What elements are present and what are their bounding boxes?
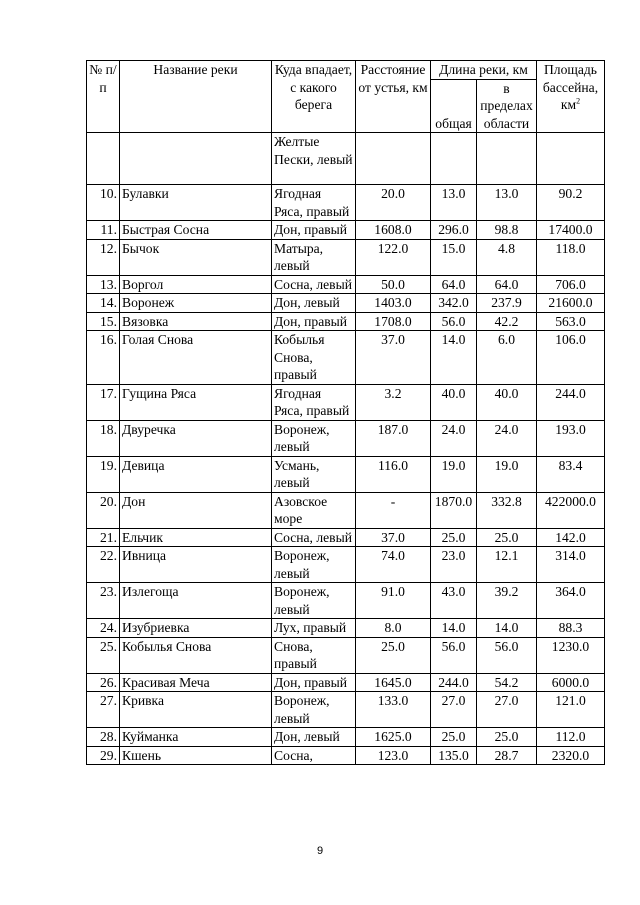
length-in-region: 12.1	[477, 547, 537, 583]
length-total: 342.0	[431, 294, 477, 313]
length-total: 14.0	[431, 331, 477, 385]
distance-from-mouth: 20.0	[356, 185, 431, 221]
continuation-outflow: Желтые Пески, левый	[272, 133, 356, 185]
row-number: 15.	[87, 312, 120, 331]
river-name: Девица	[120, 456, 272, 492]
length-total: 135.0	[431, 746, 477, 765]
length-in-region: 4.8	[477, 239, 537, 275]
basin-area: 21600.0	[537, 294, 605, 313]
row-number: 21.	[87, 528, 120, 547]
distance-from-mouth: 74.0	[356, 547, 431, 583]
row-number: 17.	[87, 384, 120, 420]
row-number: 28.	[87, 728, 120, 747]
length-total: 25.0	[431, 528, 477, 547]
table-row	[87, 331, 605, 385]
outflow: Сосна, левый	[272, 528, 356, 547]
basin-area: 118.0	[537, 239, 605, 275]
outflow: Азовское море	[272, 492, 356, 528]
river-name: Куйманка	[120, 728, 272, 747]
table-row	[87, 312, 605, 331]
length-in-region: 27.0	[477, 692, 537, 728]
river-name: Голая Снова	[120, 331, 272, 385]
basin-area: 142.0	[537, 528, 605, 547]
distance-from-mouth: 123.0	[356, 746, 431, 765]
row-number: 26.	[87, 673, 120, 692]
table-row	[87, 294, 605, 313]
table-row	[87, 692, 605, 728]
outflow: Воронеж, левый	[272, 692, 356, 728]
distance-from-mouth: -	[356, 492, 431, 528]
river-name: Изубриевка	[120, 619, 272, 638]
river-name: Воргол	[120, 275, 272, 294]
basin-area: 563.0	[537, 312, 605, 331]
distance-from-mouth: 122.0	[356, 239, 431, 275]
outflow: Дон, правый	[272, 312, 356, 331]
length-in-region: 6.0	[477, 331, 537, 385]
header-number: № п/п	[87, 61, 120, 133]
basin-area: 83.4	[537, 456, 605, 492]
outflow: Кобылья Снова, правый	[272, 331, 356, 385]
distance-from-mouth: 3.2	[356, 384, 431, 420]
river-name: Вязовка	[120, 312, 272, 331]
row-number: 18.	[87, 420, 120, 456]
length-total: 25.0	[431, 728, 477, 747]
outflow: Усмань, левый	[272, 456, 356, 492]
outflow: Дон, левый	[272, 728, 356, 747]
outflow: Дон, правый	[272, 221, 356, 240]
length-total: 1870.0	[431, 492, 477, 528]
page-number: 9	[316, 845, 324, 857]
length-total: 19.0	[431, 456, 477, 492]
header-distance: Расстояние от устья, км	[356, 61, 431, 133]
basin-area: 193.0	[537, 420, 605, 456]
distance-from-mouth: 50.0	[356, 275, 431, 294]
table-row	[87, 133, 605, 185]
distance-from-mouth: 25.0	[356, 637, 431, 673]
table-row	[87, 673, 605, 692]
river-name: Красивая Меча	[120, 673, 272, 692]
length-total: 40.0	[431, 384, 477, 420]
header-length-region: в пределах области	[477, 79, 537, 133]
river-name: Гущина Ряса	[120, 384, 272, 420]
distance-from-mouth: 1708.0	[356, 312, 431, 331]
header-length: Длина реки, км	[431, 61, 537, 80]
outflow: Матыра, левый	[272, 239, 356, 275]
table-row	[87, 239, 605, 275]
table-row	[87, 384, 605, 420]
row-number: 10.	[87, 185, 120, 221]
row-number: 12.	[87, 239, 120, 275]
table-row	[87, 619, 605, 638]
basin-area: 314.0	[537, 547, 605, 583]
length-in-region: 14.0	[477, 619, 537, 638]
length-total: 56.0	[431, 637, 477, 673]
basin-area: 90.2	[537, 185, 605, 221]
outflow: Дон, левый	[272, 294, 356, 313]
basin-area: 106.0	[537, 331, 605, 385]
length-in-region: 13.0	[477, 185, 537, 221]
basin-area: 1230.0	[537, 637, 605, 673]
length-total: 296.0	[431, 221, 477, 240]
table-row	[87, 185, 605, 221]
length-total: 15.0	[431, 239, 477, 275]
length-total: 13.0	[431, 185, 477, 221]
table-row	[87, 492, 605, 528]
table-row	[87, 728, 605, 747]
table-row	[87, 221, 605, 240]
river-name: Ельчик	[120, 528, 272, 547]
length-in-region: 42.2	[477, 312, 537, 331]
length-in-region: 54.2	[477, 673, 537, 692]
length-total: 56.0	[431, 312, 477, 331]
basin-area: 364.0	[537, 583, 605, 619]
outflow: Воронеж, левый	[272, 420, 356, 456]
table-row	[87, 583, 605, 619]
basin-area: 6000.0	[537, 673, 605, 692]
basin-area: 244.0	[537, 384, 605, 420]
distance-from-mouth: 187.0	[356, 420, 431, 456]
row-number: 22.	[87, 547, 120, 583]
length-in-region: 24.0	[477, 420, 537, 456]
table-row	[87, 275, 605, 294]
length-in-region: 64.0	[477, 275, 537, 294]
row-number: 20.	[87, 492, 120, 528]
table-row	[87, 547, 605, 583]
outflow: Сосна,	[272, 746, 356, 765]
row-number: 19.	[87, 456, 120, 492]
basin-area: 112.0	[537, 728, 605, 747]
river-name: Быстрая Сосна	[120, 221, 272, 240]
row-number: 11.	[87, 221, 120, 240]
distance-from-mouth: 1645.0	[356, 673, 431, 692]
header-length-total: общая	[431, 79, 477, 133]
length-total: 64.0	[431, 275, 477, 294]
river-name: Кшень	[120, 746, 272, 765]
distance-from-mouth: 8.0	[356, 619, 431, 638]
length-in-region: 25.0	[477, 728, 537, 747]
river-name: Ивница	[120, 547, 272, 583]
outflow: Снова, правый	[272, 637, 356, 673]
length-in-region: 40.0	[477, 384, 537, 420]
river-name: Кривка	[120, 692, 272, 728]
row-number: 13.	[87, 275, 120, 294]
length-total: 14.0	[431, 619, 477, 638]
basin-area: 422000.0	[537, 492, 605, 528]
basin-area: 121.0	[537, 692, 605, 728]
length-total: 24.0	[431, 420, 477, 456]
basin-area: 88.3	[537, 619, 605, 638]
basin-area: 706.0	[537, 275, 605, 294]
distance-from-mouth: 37.0	[356, 528, 431, 547]
river-name: Бычок	[120, 239, 272, 275]
row-number: 23.	[87, 583, 120, 619]
river-name: Кобылья Снова	[120, 637, 272, 673]
outflow: Ягодная Ряса, правый	[272, 384, 356, 420]
outflow: Лух, правый	[272, 619, 356, 638]
table-row	[87, 420, 605, 456]
distance-from-mouth: 91.0	[356, 583, 431, 619]
header-basin-area: Площадь бассейна, $км^2$	[537, 61, 605, 133]
header-river-name: Название реки	[120, 61, 272, 133]
length-total: 244.0	[431, 673, 477, 692]
length-in-region: 56.0	[477, 637, 537, 673]
table-row	[87, 746, 605, 765]
distance-from-mouth: 1625.0	[356, 728, 431, 747]
basin-area: 17400.0	[537, 221, 605, 240]
length-total: 43.0	[431, 583, 477, 619]
table-row	[87, 637, 605, 673]
row-number: 14.	[87, 294, 120, 313]
river-name: Воронеж	[120, 294, 272, 313]
row-number: 16.	[87, 331, 120, 385]
outflow: Воронеж, левый	[272, 583, 356, 619]
row-number: 29.	[87, 746, 120, 765]
river-name: Двуречка	[120, 420, 272, 456]
basin-area: 2320.0	[537, 746, 605, 765]
length-total: 27.0	[431, 692, 477, 728]
row-number: 24.	[87, 619, 120, 638]
distance-from-mouth: 133.0	[356, 692, 431, 728]
length-in-region: 19.0	[477, 456, 537, 492]
distance-from-mouth: 116.0	[356, 456, 431, 492]
river-name: Излегоща	[120, 583, 272, 619]
header-outflow: Куда впадает, с какого берега	[272, 61, 356, 133]
river-name: Булавки	[120, 185, 272, 221]
distance-from-mouth: 37.0	[356, 331, 431, 385]
row-number: 27.	[87, 692, 120, 728]
table-row	[87, 456, 605, 492]
table-row	[87, 528, 605, 547]
outflow: Воронеж, левый	[272, 547, 356, 583]
outflow: Дон, правый	[272, 673, 356, 692]
length-in-region: 39.2	[477, 583, 537, 619]
rivers-table	[86, 60, 605, 765]
row-number: 25.	[87, 637, 120, 673]
outflow: Сосна, левый	[272, 275, 356, 294]
length-in-region: 332.8	[477, 492, 537, 528]
length-in-region: 28.7	[477, 746, 537, 765]
length-in-region: 98.8	[477, 221, 537, 240]
outflow: Ягодная Ряса, правый	[272, 185, 356, 221]
length-in-region: 237.9	[477, 294, 537, 313]
distance-from-mouth: 1403.0	[356, 294, 431, 313]
distance-from-mouth: 1608.0	[356, 221, 431, 240]
length-in-region: 25.0	[477, 528, 537, 547]
river-name: Дон	[120, 492, 272, 528]
length-total: 23.0	[431, 547, 477, 583]
